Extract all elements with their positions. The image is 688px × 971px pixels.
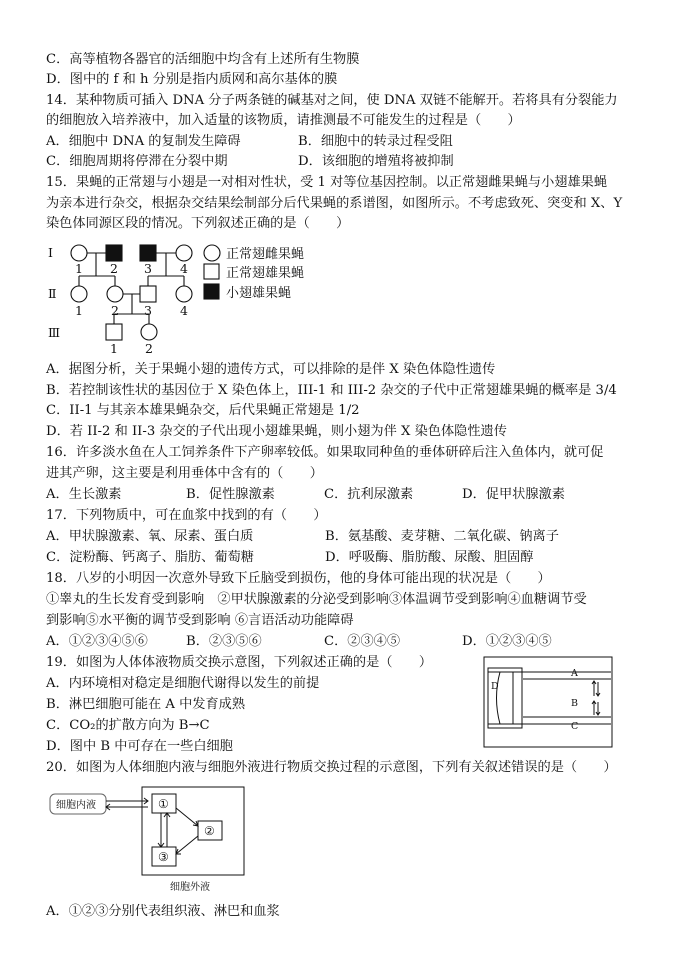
gen-label-2: Ⅱ [48, 286, 57, 301]
q16-stem: 16．许多淡水鱼在人工饲养条件下产卵率较低。如果取同种鱼的垂体研碎后注入鱼体内，就可促 [46, 445, 604, 460]
q17-option-c: C．淀粉酶、钙离子、脂肪、葡萄糖 [46, 550, 254, 565]
q18-option-d: D．①②③④⑤ [462, 634, 552, 649]
q19-option-d: D．图中 B 中可存在一些白细胞 [46, 739, 233, 754]
pedigree-chart [44, 236, 364, 366]
q15-option-b: B．若控制该性状的基因位于 X 染色体上，III-1 和 III-2 杂交的子代中正常翅雄果蝇的概率是 3/4 [46, 383, 617, 398]
q16-option-a: A．生长激素 [46, 487, 122, 502]
q17-option-b: B．氨基酸、麦芽糖、二氧化碳、钠离子 [325, 529, 559, 544]
legend-normal-male: 正常翅雄果蝇 [226, 266, 305, 281]
q19-stem: 19．如图为人体体液物质交换示意图，下列叙述正确的是（ ） [46, 655, 433, 670]
q17-option-a: A．甲状腺激素、氧、尿素、蛋白质 [46, 529, 254, 544]
q18-stem: 18．八岁的小明因一次意外导致下丘脑受到损伤，他的身体可能出现的状况是（ ） [46, 571, 551, 586]
pedigree-number: 1 [75, 303, 83, 318]
node-1: ① [158, 797, 169, 811]
q18-option-c: C．②③④⑤ [324, 634, 401, 649]
q14-option-d: D．该细胞的增殖将被抑制 [298, 154, 454, 169]
q18-option-a: A．①②③④⑤⑥ [46, 634, 148, 649]
line-d: D．图中的 f 和 h 分别是指内质网和高尔基体的膜 [46, 72, 338, 87]
fluid-label-b: B [571, 698, 578, 709]
q15-stem: 15．果蝇的正常翅与小翅是一对相对性状，受 1 对等位基因控制。以正常翅雌果蝇与小翅雄果蝇 [46, 175, 608, 190]
node-3: ③ [158, 850, 169, 864]
gen-label-3: Ⅲ [48, 325, 61, 340]
q15-stem-2: 为亲本进行杂交，根据杂交结果绘制部分后代果蝇的系谱图，如图所示。不考虑致死、突变和 X、Y [46, 196, 623, 211]
q18-stem-3: 到影响⑤水平衡的调节受到影响 ⑥言语活动功能障碍 [46, 613, 354, 628]
label-intracellular-fluid: 细胞内液 [56, 800, 96, 811]
fluid-label-a: A [571, 668, 578, 679]
q19-option-b: B．淋巴细胞可能在 A 中发育成熟 [46, 697, 246, 712]
q16-option-d: D．促甲状腺激素 [462, 487, 565, 502]
pedigree-number: 1 [110, 341, 118, 356]
pedigree-number: 2 [111, 303, 119, 318]
label-extracellular-fluid: 细胞外液 [170, 882, 210, 893]
cell-fluid-exchange-diagram [48, 784, 253, 894]
q18-option-b: B．②③⑤⑥ [186, 634, 262, 649]
pedigree-number: 3 [144, 261, 152, 276]
q14-option-a: A．细胞中 DNA 的复制发生障碍 [46, 134, 241, 149]
fluid-exchange-diagram [483, 656, 613, 748]
q17-option-d: D．呼吸酶、脂肪酸、尿酸、胆固醇 [325, 550, 534, 565]
pedigree-number: 4 [180, 303, 188, 318]
fluid-label-d: D [491, 681, 499, 692]
q15-option-c: C．II-1 与其亲本雄果蝇杂交，后代果蝇正常翅是 1/2 [46, 403, 360, 418]
pedigree-number: 4 [180, 261, 188, 276]
q17-stem: 17．下列物质中，可在血浆中找到的有（ ） [46, 508, 327, 523]
q18-stem-2: ①睾丸的生长发育受到影响 ②甲状腺激素的分泌受到影响③体温调节受到影响④血糖调节受 [46, 592, 587, 607]
q20-stem: 20．如图为人体细胞内液与细胞外液进行物质交换过程的示意图，下列有关叙述错误的是（ ） [46, 760, 617, 775]
q16-stem-2: 进其产卵，这主要是利用垂体中含有的（ ） [46, 466, 323, 481]
pedigree-number: 3 [144, 303, 152, 318]
pedigree-number: 2 [110, 261, 118, 276]
q15-option-a: A．据图分析，关于果蝇小翅的遗传方式，可以排除的是伴 X 染色体隐性遗传 [46, 362, 496, 377]
q14-option-c: C．细胞周期将停滞在分裂中期 [46, 154, 228, 169]
q14-stem: 14．某种物质可插入 DNA 分子两条链的碱基对之间，使 DNA 双链不能解开。若将具有分裂能力 [46, 93, 618, 108]
q20-option-a: A．①②③分别代表组织液、淋巴和血浆 [46, 904, 280, 919]
pedigree-number: 1 [75, 261, 83, 276]
legend-small-wing-male: 小翅雄果蝇 [226, 286, 292, 301]
q19-option-a: A．内环境相对稳定是细胞代谢得以发生的前提 [46, 676, 320, 691]
q15-stem-3: 染色体同源区段的情况。下列叙述正确的是（ ） [46, 216, 350, 231]
q16-option-c: C．抗利尿激素 [324, 487, 414, 502]
node-2: ② [204, 824, 215, 838]
fluid-label-c: C [571, 721, 579, 732]
line-c: C．高等植物各器官的活细胞中均含有上述所有生物膜 [46, 52, 360, 67]
legend-normal-female: 正常翅雌果蝇 [226, 247, 305, 262]
q19-option-c: C．CO₂的扩散方向为 B→C [46, 718, 210, 733]
q14-stem-2: 的细胞放入培养液中，加入适量的该物质，请推测最不可能发生的过程是（ ） [46, 113, 521, 128]
q15-option-d: D．若 II-2 和 II-3 杂交的子代出现小翅雄果蝇，则小翅为伴 X 染色体隐性遗传 [46, 424, 507, 439]
q16-option-b: B．促性腺激素 [186, 487, 275, 502]
pedigree-number: 2 [145, 341, 153, 356]
gen-label-1: I [48, 245, 53, 260]
q14-option-b: B．细胞中的转录过程受阻 [298, 134, 453, 149]
